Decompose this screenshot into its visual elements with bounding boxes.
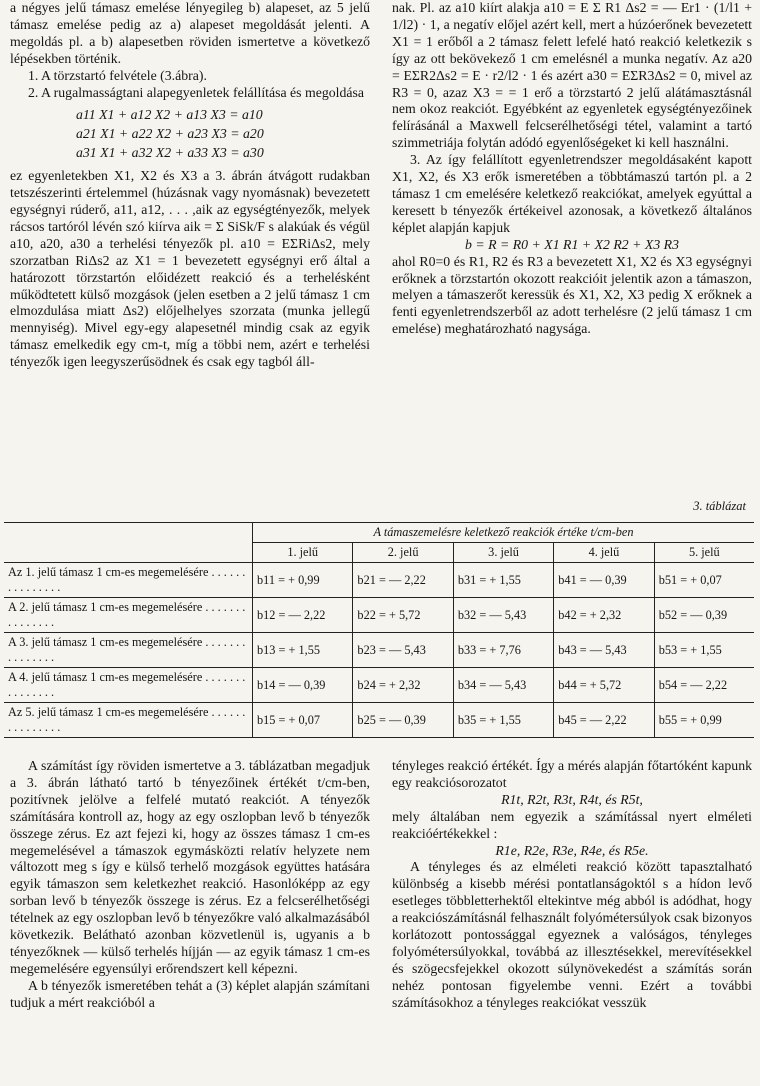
right-column-top	[392, 0, 752, 338]
table-cell: b42 = + 2,32	[554, 598, 654, 633]
table-corner	[4, 523, 253, 563]
equation: a11 X1 + a12 X2 + a13 X3 = a10	[76, 107, 263, 123]
column-header: 1. jelű	[253, 543, 353, 563]
table-cell: b43 = — 5,43	[554, 633, 654, 668]
table-cell: b55 = + 0,99	[654, 703, 754, 738]
table-cell: b35 = + 1,55	[453, 703, 553, 738]
left-column-bottom	[10, 758, 370, 1012]
equation: a21 X1 + a22 X2 + a23 X3 = a20	[76, 126, 264, 142]
equation: R1t, R2t, R3t, R4t, és R5t,	[501, 791, 643, 807]
table-cell: b33 = + 7,76	[453, 633, 553, 668]
row-label: A 2. jelű támasz 1 cm-es megemelésére . . . . . . . . . . . . . . .	[4, 598, 253, 633]
paragraph: mely általában nem egyezik a számítással nyert elméleti reakcióértékekkel :	[392, 808, 752, 841]
table-cell: b34 = — 5,43	[453, 668, 553, 703]
table-row	[4, 563, 754, 598]
table-row	[4, 598, 754, 633]
table-cell: b24 = + 2,32	[353, 668, 453, 703]
table-cell: b23 = — 5,43	[353, 633, 453, 668]
table-cell: b22 = + 5,72	[353, 598, 453, 633]
table-cell: b14 = — 0,39	[253, 668, 353, 703]
paragraph: 2. A rugalmasságtani alapegyenletek felállítása és megoldása	[28, 84, 364, 100]
table-cell: b13 = + 1,55	[253, 633, 353, 668]
table-cell: b21 = — 2,22	[353, 563, 453, 598]
row-label: Az 1. jelű támasz 1 cm-es megemelésére . . . . . . . . . . . . . . .	[4, 563, 253, 598]
paragraph: ahol R0=0 és R1, R2 és R3 a bevezetett X1, X2 és X3 egységnyi erőknek a törzstartón okozott reakcióit jelentik azon a támaszon, melyen a támaszerőt keressük és X1, X2, X3 pedig X erőknek a fenti egyenletrendszerből az adott terhelésre (2 jelű támasz 1 cm emelése) meghatározható nagysága.	[392, 253, 752, 337]
table-row	[4, 668, 754, 703]
column-header: 2. jelű	[353, 543, 453, 563]
left-column-top	[10, 0, 370, 371]
table-row	[4, 703, 754, 738]
paragraph: ez egyenletekben X1, X2 és X3 a 3. ábrán átvágott rudakban tetszészerinti értelemmel (húzásnak vagy nyomásnak) bevezetett egységnyi rúderő, a11, a12, . . . ,aik az egységtényezők, melyek rácsos tartóról lévén szó kiírva aik = Σ SiSk/F s alakúak és végül a10, a20, a30 a terhelési tényezők pl. a10 = EΣRiΔs2, mely szorzatban RiΔs2 az X1 = 1 bevezetett egységnyi erő által a határozott törzstartón előidézett reakció és a terhelésként működtetett külső mozgások (jelen esetben a 2 jelű támasz 1 cm elmozdulása miatt Δs2) előjelhelyes szorzata (munka jellegű mennyiség). Mivel egy-egy alapesetnél mindig csak az egyik támasz emelkedik egy cm-t, míg a többi nem, azért e terhelési tényezők igen leegyszerűsödnek és csak egy tagból áll-	[10, 168, 370, 370]
column-header: 3. jelű	[453, 543, 553, 563]
paragraph: A számítást így röviden ismertetve a 3. táblázatban megadjuk a 3. ábrán látható tartó b tényezőinek értékét t/cm-ben, pozitívnek jelölve a felfelé mutató reakciót. A tényezők számítására kontroll az, hogy az egy oszlopban levő b tényezők összege zérus. Ez azt fejezi ki, hogy az összes támasz 1 cm-es megemelésével a támaszok egymásközti relatív helyzete nem változott meg s így e külső terhelő mozgások együttes hatására egyik támaszon sem keletkezhet reakció. Hasonlóképp az egy sorban levő b tényezők összege is zérus. Ez a felcserélhetőségi tételnek az egy oszlopban levő b tényezőkre való alkalmazásából következik. Belátható azonban közvetlenül is, ugyanis a b tényezőknek — külső terhelés híjján — az egyik támasz 1 cm-es megemelésére egyensúlyi erőrendszert kell képezni.	[10, 758, 370, 976]
paragraph: 3. Az így felállított egyenletrendszer megoldásaként kapott X1, X2, és X3 erők ismeretében a többtámaszú tartón pl. a 2 támasz 1 cm emelésére keletkező reakciókat, amelyek egyúttal a keresett b tényezők értékeivel azonosak, a következő általános képlet alapján kapjuk	[392, 152, 752, 235]
paragraph: tényleges reakció értékét. Így a mérés alapján főtartóként kapunk egy reakciósorozatot	[392, 758, 752, 790]
paragraph: nak. Pl. az a10 kiírt alakja a10 = E Σ R1 Δs2 = — Er1 · (1/l1 + 1/l2) · 1, a negatív előjel azért kell, mert a húzóerőnek bevezetett X1 = 1 erőből a 2 támasz felett lefelé ható reakció keletkezik s így az ott bekövekező 1 cm emelésnél a munka negatív. Az a20 = EΣR2Δs2 = E · r2/l2 · 1 és azért a30 = EΣR3Δs2 = 0, mivel az R3 = 0, azaz X3 = = 1 erő a törzstartó 2 jelű alátámasztásnál nem okoz reakciót. Egyébként az egyenletek egységtényezőinek felírásánál a Maxwell felcserélhetőségi tétel, valamint a tartó szimmetriája folytán adódó egyenlőségeket ki kell használni.	[392, 0, 752, 151]
table-cell: b52 = — 0,39	[654, 598, 754, 633]
column-header: 4. jelű	[554, 543, 654, 563]
table-cell: b32 = — 5,43	[453, 598, 553, 633]
row-label: A 4. jelű támasz 1 cm-es megemelésére . . . . . . . . . . . . . . .	[4, 668, 253, 703]
equation: b = R = R0 + X1 R1 + X2 R2 + X3 R3	[465, 236, 679, 252]
table-cell: b11 = + 0,99	[253, 563, 353, 598]
table-cell: b53 = + 1,55	[654, 633, 754, 668]
row-label: A 3. jelű támasz 1 cm-es megemelésére . . . . . . . . . . . . . . .	[4, 633, 253, 668]
table-cell: b15 = + 0,07	[253, 703, 353, 738]
table-cell: b51 = + 0,07	[654, 563, 754, 598]
table-cell: b54 = — 2,22	[654, 668, 754, 703]
equation: a31 X1 + a32 X2 + a33 X3 = a30	[76, 145, 264, 161]
table-cell: b12 = — 2,22	[253, 598, 353, 633]
row-label: Az 5. jelű támasz 1 cm-es megemelésére . . . . . . . . . . . . . . .	[4, 703, 253, 738]
right-column-bottom	[392, 758, 752, 1012]
table-cell: b25 = — 0,39	[353, 703, 453, 738]
column-header: 5. jelű	[654, 543, 754, 563]
reaction-table	[4, 522, 754, 738]
table-caption: 3. táblázat	[693, 499, 746, 513]
table-cell: b31 = + 1,55	[453, 563, 553, 598]
paragraph: a négyes jelű támasz emelése lényegileg b) alapeset, az 5 jelű támasz emelése pedig az a) alapeset megoldását jelenti. A megoldás pl. a b) alapesetben röviden ismertetve a következő lépésekben történik.	[10, 0, 370, 66]
table-cell: b45 = — 2,22	[554, 703, 654, 738]
paragraph: A b tényezők ismeretében tehát a (3) képlet alapján számítani tudjuk a mért reakcióból a	[10, 977, 370, 1010]
table-cell: b41 = — 0,39	[554, 563, 654, 598]
paragraph: A tényleges és az elméleti reakció között tapasztalható különbség a kisebb mérési pontatlanságoktól s a hídon levő esetleges többletterhektől eltekintve még abból is adódhat, hogy a reakciószámításnál felhasznált folyómétersúlyok csak bizonyos korlátozott pontossággal egyeznek a valóságos, tényleges folyómétersúlyokkal, továbbá az illesztésekkel, merevítésekkel és szögecsfejekkel okozott súlynövekedést a számítás során nehéz pontosan figyelembe venni. Ezért a további számításokhoz a tényleges reakciókat vesszük	[392, 859, 752, 1010]
equation-system	[76, 107, 370, 162]
equation: R1e, R2e, R3e, R4e, és R5e.	[495, 842, 649, 858]
table-row	[4, 633, 754, 668]
table-cell: b44 = + 5,72	[554, 668, 654, 703]
table-group-header: A támaszemelésre keletkező reakciók értéke t/cm-ben	[253, 523, 755, 543]
paragraph: 1. A törzstartó felvétele (3.ábra).	[28, 67, 207, 83]
